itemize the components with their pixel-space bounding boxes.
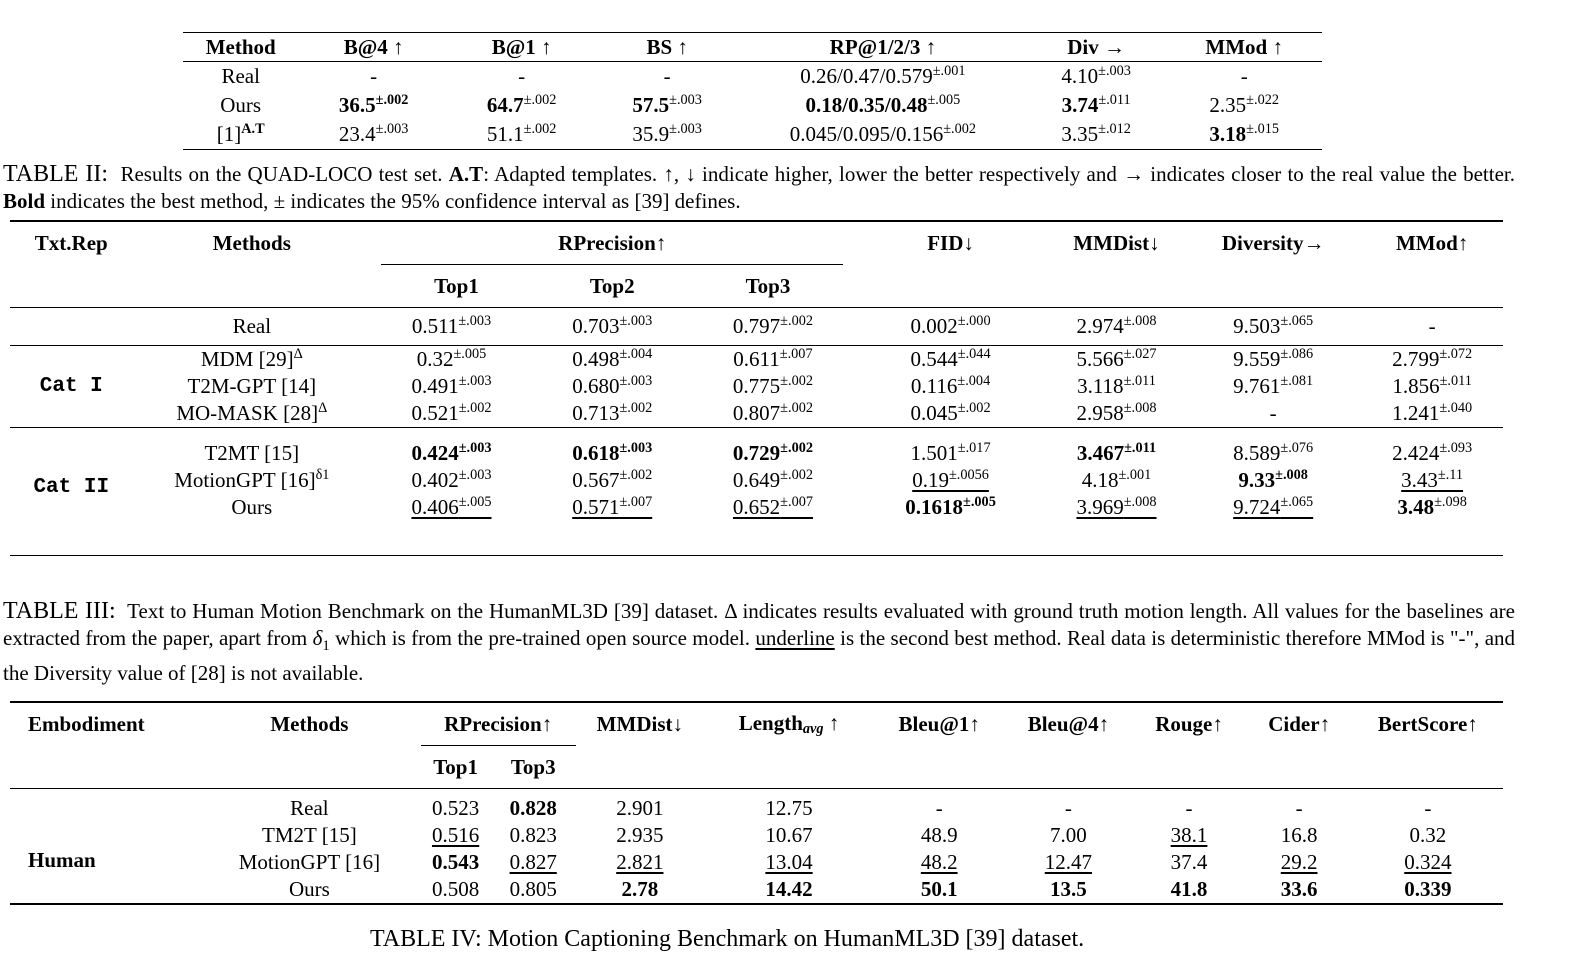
col-mmod: MMod↑ — [1361, 221, 1503, 265]
table-motion-captioning — [10, 701, 1503, 905]
col-rouge: Rouge↑ — [1132, 702, 1245, 746]
cell-rp: $0.045/0.095/0.156^{\pm.002}$ — [740, 120, 1026, 150]
col-methods: Methods — [198, 702, 420, 746]
table-caption: TABLE II: Results on the QUAD-LOCO test set. A.T: Adapted templates. ↑, ↓ indicate higher, lower the better respectively and → indicates closer to the real value the better. Bold indicates the best method, ± indicates the 95% confidence interval as [39] defines. — [3, 161, 1516, 213]
cell-mmod: $3.18^{\pm.015}$ — [1166, 120, 1322, 150]
col-bleu1: Bleu@1↑ — [874, 702, 1004, 746]
col-method: Method — [183, 33, 298, 62]
cell-div: $3.35^{\pm.012}$ — [1026, 120, 1166, 150]
cell-rp: $0.18/0.35/0.48^{\pm.005}$ — [805, 92, 961, 117]
col-bertscore: BertScore↑ — [1353, 702, 1503, 746]
group-label-cat2: Cat II — [10, 428, 133, 556]
table-subheader-row — [10, 746, 1503, 789]
col-bs: BS ↑ — [594, 33, 740, 62]
table-subheader-row — [10, 265, 1503, 308]
table-row: T2M-GPT [14] $0.491^{\pm.003}$ $0.680^{\pm.003}$ $0.775^{\pm.002}$ $0.116^{\pm.004}$ $3.118^{\pm.011}$ $9.761^{\pm.081}$ $1.856^{\pm.011}$ — [187, 373, 1472, 398]
col-top1: Top1 — [421, 746, 491, 789]
table-row: Real $0.511^{\pm.003}$ $0.703^{\pm.003}$ $0.797^{\pm.002}$ $0.002^{\pm.000}$ $2.974^{\pm.008}$ $9.503^{\pm.065}$ - — [10, 308, 1503, 346]
col-mmdist: MMDist↓ — [1048, 221, 1185, 265]
table-row: TM2T [15] 0.516 0.823 2.935 10.67 48.9 7.00 38.1 16.8 0.32 — [262, 823, 1447, 847]
col-length: Length$_{avg}$ ↑ — [704, 702, 874, 746]
table-row: Ours $0.406^{\pm.005}$ $0.571^{\pm.007}$ $0.652^{\pm.007}$ $0.1618^{\pm.005}$ $3.969^{\pm.008}$ $9.724^{\pm.065}$ $3.48^{\pm.098}$ — [10, 494, 1503, 556]
col-top3: Top3 — [693, 265, 854, 308]
table-humanml3d-benchmark — [10, 220, 1503, 556]
col-rprecision: RPrecision↑ — [421, 702, 576, 746]
cell-b4: - — [370, 64, 378, 88]
cell-method: Ours — [220, 93, 262, 117]
cell-method: $[1]^{A.T}$ — [183, 120, 298, 150]
group-label-human: Human — [10, 789, 198, 905]
cell-div: $4.10^{\pm.003}$ — [1061, 63, 1131, 88]
table-header-row — [10, 702, 1503, 746]
cell-method: Real — [133, 308, 372, 346]
table-caption: TABLE IV: Motion Captioning Benchmark on HumanML3D [39] dataset. — [370, 926, 1085, 952]
col-cider: Cider↑ — [1246, 702, 1353, 746]
cell-method: Real — [221, 64, 260, 88]
table-row — [183, 91, 1322, 120]
col-fid: FID↓ — [853, 221, 1048, 265]
table-row: MotionGPT $[16]^{\delta 1}$ $0.402^{\pm.003}$ $0.567^{\pm.002}$ $0.649^{\pm.002}$ $0.19^{\pm.0056}$ $4.18^{\pm.001}$ $9.33^{\pm.008}$ $3.43^{\pm.11}$ — [174, 467, 1464, 492]
cell-b1: - — [518, 64, 526, 88]
col-b1: B@1 ↑ — [449, 33, 595, 62]
cell-b1: $64.7^{\pm.002}$ — [486, 92, 557, 117]
table-header-row — [10, 221, 1503, 265]
table-row: Ours 0.508 0.805 2.78 14.42 50.1 13.5 41.8 33.6 0.339 — [10, 876, 1503, 904]
col-mmdist: MMDist↓ — [576, 702, 704, 746]
col-top1: Top1 — [371, 265, 532, 308]
col-bleu4: Bleu@4↑ — [1004, 702, 1132, 746]
cell-rp: $0.26/0.47/0.579^{\pm.001}$ — [800, 63, 966, 88]
table-row: Cat II T2MT [15] $0.424^{\pm.003}$ $0.618^{\pm.003}$ $0.729^{\pm.002}$ $1.501^{\pm.017}$ $3.467^{\pm.011}$ $8.589^{\pm.076}$ $2.424^{\pm.093}$ — [10, 428, 1503, 468]
col-methods: Methods — [133, 221, 372, 265]
cell-bs: $57.5^{\pm.003}$ — [632, 92, 702, 117]
table-header-row — [183, 33, 1322, 62]
col-b4: B@4 ↑ — [298, 33, 449, 62]
cell-bs: - — [663, 64, 671, 88]
cell-mmod: - — [1240, 64, 1248, 88]
cell-div: $3.74^{\pm.011}$ — [1061, 92, 1131, 117]
table-quad-loco — [183, 32, 1322, 150]
table-row — [183, 62, 1322, 92]
col-rp: RP@1/2/3 ↑ — [740, 33, 1026, 62]
col-embodiment: Embodiment — [10, 702, 198, 746]
table-row — [183, 120, 1322, 150]
col-txtrep: Txt.Rep — [10, 221, 133, 265]
cell-b4: $36.5^{\pm.002}$ — [338, 92, 409, 117]
col-div: Div → — [1026, 33, 1166, 62]
group-label-cat1: Cat I — [10, 346, 133, 428]
col-diversity: Diversity→ — [1185, 221, 1361, 265]
cell-b4: $23.4^{\pm.003}$ — [298, 120, 449, 150]
cell-mmod: $2.35^{\pm.022}$ — [1209, 92, 1279, 117]
col-mmod: MMod ↑ — [1166, 33, 1322, 62]
table-caption: TABLE III: Text to Human Motion Benchmark on the HumanML3D [39] dataset. Δ indicates results evaluated with ground truth motion length. All values for the baselines are extracted from the paper, apart from $\delta_1$ which is from the pre-trained open source model. underline is the second best method. Real data is deterministic therefore MMod is "-", and the Diversity value of [28] is not available. — [3, 598, 1516, 686]
col-top2: Top2 — [532, 265, 693, 308]
cell-b1: $51.1^{\pm.002}$ — [449, 120, 595, 150]
cell-bs: $35.9^{\pm.003}$ — [594, 120, 740, 150]
table-row: Human Real 0.523 0.828 2.901 12.75 - - - - - — [10, 789, 1503, 823]
table-row: MotionGPT [16] 0.543 0.827 2.821 13.04 48.2 12.47 37.4 29.2 0.324 — [238, 850, 1452, 874]
col-rprecision: RPrecision↑ — [371, 221, 853, 265]
table-row: Cat I MDM $[29]^\Delta$ $0.32^{\pm.005}$ $0.498^{\pm.004}$ $0.611^{\pm.007}$ $0.544^{\pm.044}$ $5.566^{\pm.027}$ $9.559^{\pm.086}$ $2.799^{\pm.072}$ — [10, 346, 1503, 374]
table-row: MO-MASK $[28]^\Delta$ $0.521^{\pm.002}$ $0.713^{\pm.002}$ $0.807^{\pm.002}$ $0.045^{\pm.002}$ $2.958^{\pm.008}$ - $1.241^{\pm.040}$ — [10, 400, 1503, 428]
col-top3: Top3 — [491, 746, 576, 789]
